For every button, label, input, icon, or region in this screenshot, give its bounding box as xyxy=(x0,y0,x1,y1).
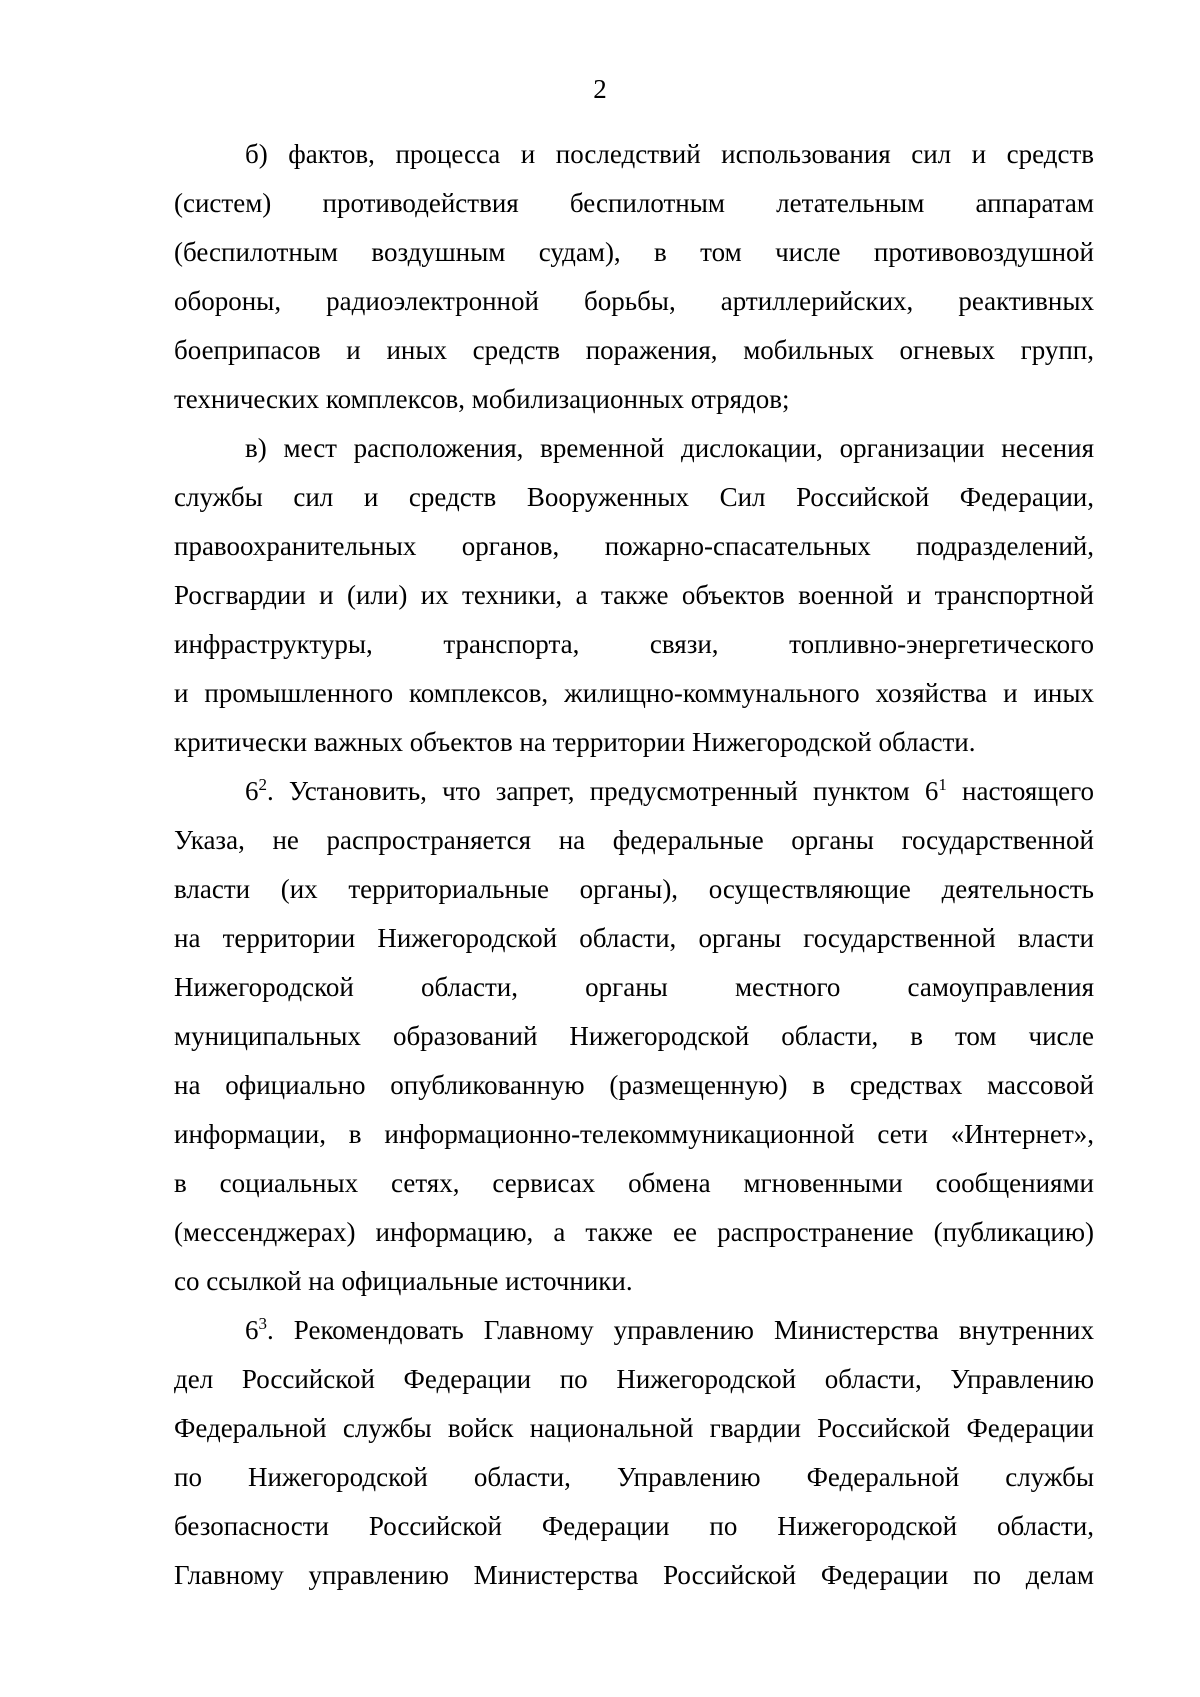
text-line: (мессенджерах) информацию, а также ее распространение (публикацию) xyxy=(174,1217,1094,1247)
text-line: Главному управлению Министерства Российской Федерации по делам xyxy=(174,1560,1094,1590)
paragraph-v xyxy=(174,424,1094,767)
text-line: б) фактов, процесса и последствий использования сил и средств xyxy=(245,139,1094,169)
clause-number: 6 xyxy=(245,1315,259,1345)
page-number: 2 xyxy=(593,74,607,104)
clause-number: 6 xyxy=(245,776,259,806)
text-line: в) мест расположения, временной дислокации, организации несения xyxy=(245,433,1094,463)
text-line: и промышленного комплексов, жилищно-коммунального хозяйства и иных xyxy=(174,678,1094,708)
text-line: муниципальных образований Нижегородской области, в том числе xyxy=(174,1021,1094,1051)
text-line: службы сил и средств Вооруженных Сил Российской Федерации, xyxy=(174,482,1094,512)
text-line: Федеральной службы войск национальной гвардии Российской Федерации xyxy=(174,1413,1094,1443)
text-line: (систем) противодействия беспилотным летательным аппаратам xyxy=(174,188,1094,218)
reference-superscript: 1 xyxy=(938,775,947,794)
clause-text: . Рекомендовать Главному управлению Министерства внутренних xyxy=(267,1315,1094,1345)
paragraph-6-3 xyxy=(174,1306,1094,1600)
text-line: дел Российской Федерации по Нижегородской области, Управлению xyxy=(174,1364,1094,1394)
text-line: на территории Нижегородской области, органы государственной власти xyxy=(174,923,1094,953)
text-line: по Нижегородской области, Управлению Федеральной службы xyxy=(174,1462,1094,1492)
document-body xyxy=(174,130,1094,1600)
text-line: Указа, не распространяется на федеральные органы государственной xyxy=(174,825,1094,855)
text-line: со ссылкой на официальные источники. xyxy=(174,1266,633,1296)
text-line: технических комплексов, мобилизационных отрядов; xyxy=(174,384,790,414)
text-line: на официально опубликованную (размещенную) в средствах массовой xyxy=(174,1070,1094,1100)
clause-superscript: 3 xyxy=(258,1314,267,1333)
paragraph-b xyxy=(174,130,1094,424)
text-line: боеприпасов и иных средств поражения, мобильных огневых групп, xyxy=(174,335,1094,365)
text-line xyxy=(174,1306,1094,1355)
text-line: власти (их территориальные органы), осуществляющие деятельность xyxy=(174,874,1094,904)
clause-superscript: 2 xyxy=(258,775,267,794)
text-line: правоохранительных органов, пожарно-спасательных подразделений, xyxy=(174,531,1094,561)
text-line: Нижегородской области, органы местного самоуправления xyxy=(174,972,1094,1002)
clause-text: настоящего xyxy=(946,776,1094,806)
text-line: информации, в информационно-телекоммуникационной сети «Интернет», xyxy=(174,1119,1094,1149)
text-line: безопасности Российской Федерации по Нижегородской области, xyxy=(174,1511,1094,1541)
clause-text: . Установить, что запрет, предусмотренный пунктом 6 xyxy=(267,776,939,806)
text-line: инфраструктуры, транспорта, связи, топливно-энергетического xyxy=(174,629,1094,659)
text-line: Росгвардии и (или) их техники, а также объектов военной и транспортной xyxy=(174,580,1094,610)
text-line: критически важных объектов на территории Нижегородской области. xyxy=(174,727,976,757)
text-line: в социальных сетях, сервисах обмена мгновенными сообщениями xyxy=(174,1168,1094,1198)
text-line: обороны, радиоэлектронной борьбы, артиллерийских, реактивных xyxy=(174,286,1094,316)
text-line xyxy=(174,767,1094,816)
text-line: (беспилотным воздушным судам), в том числе противовоздушной xyxy=(174,237,1094,267)
paragraph-6-2 xyxy=(174,767,1094,1306)
